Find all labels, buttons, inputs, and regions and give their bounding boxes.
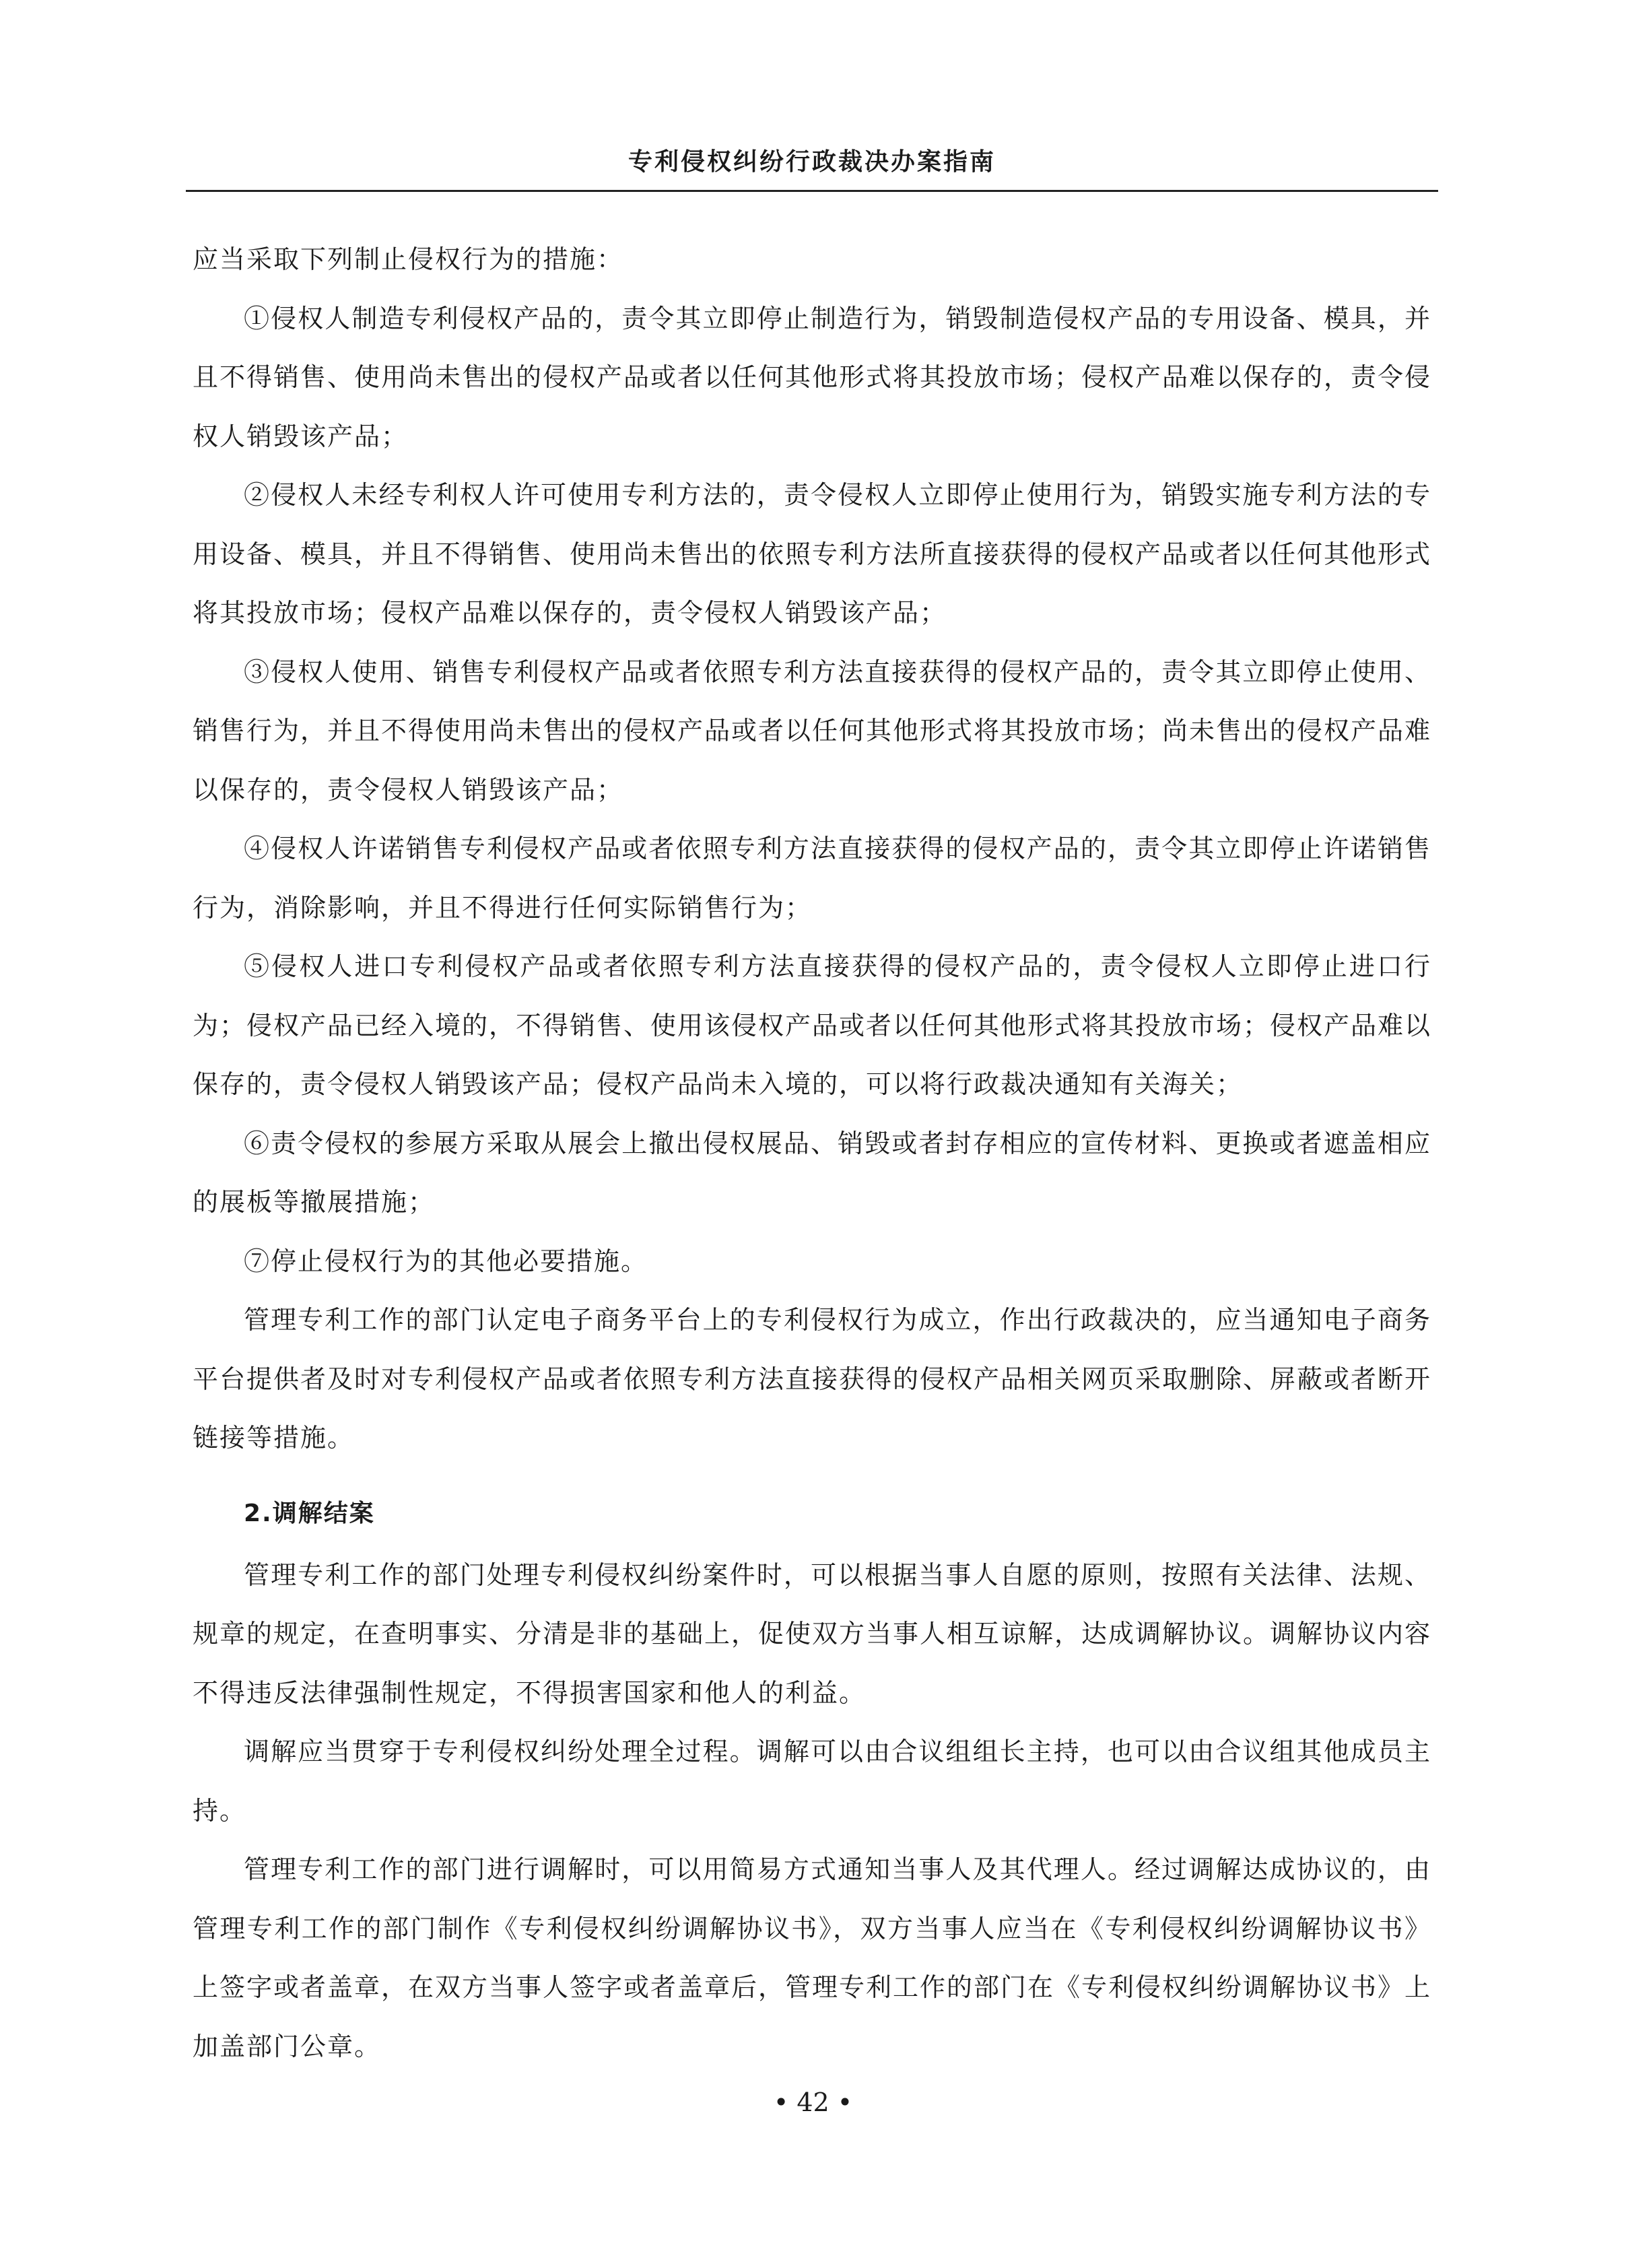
- paragraph: ⑤侵权人进口专利侵权产品或者依照专利方法直接获得的侵权产品的，责令侵权人立即停止进口行为；侵权产品已经入境的，不得销售、使用该侵权产品或者以任何其他形式将其投放市场；侵权产品难以保存的，责令侵权人销毁该产品；侵权产品尚未入境的，可以将行政裁决通知有关海关；: [193, 952, 1432, 1099]
- paragraph: 管理专利工作的部门处理专利侵权纠纷案件时，可以根据当事人自愿的原则，按照有关法律、法规、规章的规定，在查明事实、分清是非的基础上，促使双方当事人相互谅解，达成调解协议。调解协议内容不得违反法律强制性规定，不得损害国家和他人的利益。: [193, 1560, 1432, 1708]
- paragraph: 调解应当贯穿于专利侵权纠纷处理全过程。调解可以由合议组组长主持，也可以由合议组其他成员主持。: [193, 1737, 1431, 1826]
- paragraph: ①侵权人制造专利侵权产品的，责令其立即停止制造行为，销毁制造侵权产品的专用设备、模具，并且不得销售、使用尚未售出的侵权产品或者以任何其他形式将其投放市场；侵权产品难以保存的，责令侵权人销毁该产品；: [193, 303, 1432, 451]
- paragraph: ⑦停止侵权行为的其他必要措施。: [244, 1246, 648, 1276]
- paragraph: 管理专利工作的部门进行调解时，可以用简易方式通知当事人及其代理人。经过调解达成协议的，由管理专利工作的部门制作《专利侵权纠纷调解协议书》，双方当事人应当在《专利侵权纠纷调解协议书》上签字或者盖章，在双方当事人签字或者盖章后，管理专利工作的部门在《专利侵权纠纷调解协议书》上加盖部门公章。: [193, 1855, 1432, 2061]
- body-text: [193, 230, 1431, 2076]
- paragraph: ④侵权人许诺销售专利侵权产品或者依照专利方法直接获得的侵权产品的，责令其立即停止许诺销售行为，消除影响，并且不得进行任何实际销售行为；: [193, 834, 1431, 923]
- running-header: 专利侵权纠纷行政裁决办案指南: [628, 148, 996, 176]
- paragraph: 应当采取下列制止侵权行为的措施：: [193, 244, 624, 274]
- paragraph: 管理专利工作的部门认定电子商务平台上的专利侵权行为成立，作出行政裁决的，应当通知电子商务平台提供者及时对专利侵权产品或者依照专利方法直接获得的侵权产品相关网页采取删除、屏蔽或者断开链接等措施。: [193, 1305, 1432, 1453]
- section-heading: 2.调解结案: [244, 1499, 375, 1527]
- paragraph: ⑥责令侵权的参展方采取从展会上撤出侵权展品、销毁或者封存相应的宣传材料、更换或者遮盖相应的展板等撤展措施；: [193, 1128, 1431, 1217]
- paragraph: ③侵权人使用、销售专利侵权产品或者依照专利方法直接获得的侵权产品的，责令其立即停止使用、销售行为，并且不得使用尚未售出的侵权产品或者以任何其他形式将其投放市场；尚未售出的侵权产品难以保存的，责令侵权人销毁该产品；: [193, 657, 1432, 805]
- header-divider: [186, 190, 1438, 192]
- paragraph: ②侵权人未经专利权人许可使用专利方法的，责令侵权人立即停止使用行为，销毁实施专利方法的专用设备、模具，并且不得销售、使用尚未售出的依照专利方法所直接获得的侵权产品或者以任何其他形式将其投放市场；侵权产品难以保存的，责令侵权人销毁该产品；: [193, 480, 1432, 628]
- page-number: • 42 •: [773, 2088, 853, 2117]
